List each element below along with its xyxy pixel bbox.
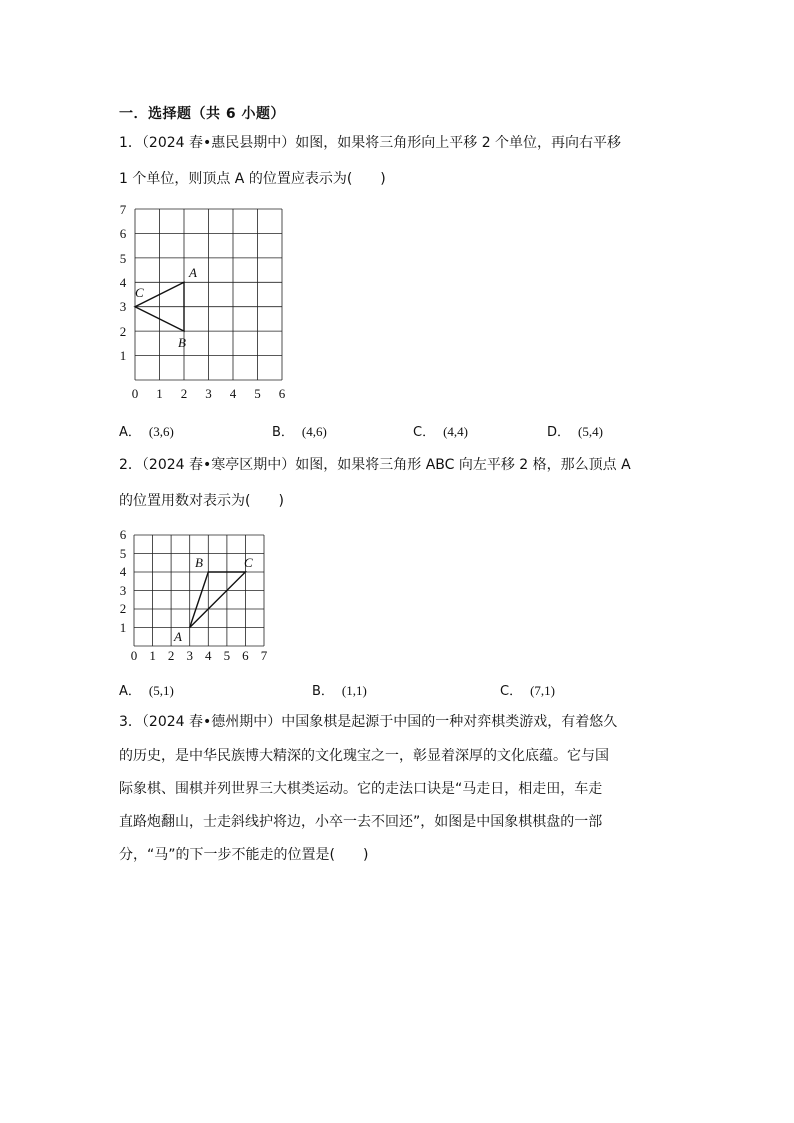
option-b[interactable] (312, 680, 367, 699)
x-tick-label: 3 (205, 386, 212, 400)
option-letter: C． (413, 425, 436, 440)
x-tick-label: 1 (149, 648, 156, 663)
question-3-line-4: 直路炮翻山，士走斜线护将边，小卒一去不回还”，如图是中国象棋棋盘的一部 (119, 814, 603, 830)
vertex-label-a: A (189, 265, 197, 280)
question-1-line-1: 1．（2024 春•惠民县期中）如图，如果将三角形向上平移 2 个单位，再向右平移 (119, 135, 622, 151)
y-tick-label: 1 (119, 348, 127, 363)
question-3-line-1: 3．（2024 春•德州期中）中国象棋是起源于中国的一种对弈棋类游戏，有着悠久 (119, 714, 618, 730)
option-letter: C． (500, 684, 523, 699)
y-tick-label: 2 (119, 324, 127, 339)
vertex-label-b: B (195, 555, 203, 570)
x-tick-label: 4 (205, 648, 212, 663)
x-tick-label: 6 (278, 386, 286, 400)
y-tick-label: 3 (119, 299, 127, 314)
y-tick-label: 4 (119, 564, 127, 579)
x-tick-label: 3 (186, 648, 193, 663)
grid-lines (135, 209, 282, 380)
grid-lines (134, 535, 264, 646)
question-2-line-1: 2．（2024 春•寒亭区期中）如图，如果将三角形 ABC 向左平移 2 格，那么顶点 A (119, 457, 631, 473)
option-value: (1,1) (341, 683, 367, 698)
option-letter: D． (547, 425, 571, 440)
option-value: (3,6) (148, 424, 174, 439)
y-tick-label: 1 (119, 620, 127, 635)
option-a[interactable] (119, 680, 174, 699)
y-tick-label: 4 (119, 275, 127, 290)
section-title: 一．选择题（共 6 小题） (119, 106, 285, 122)
triangle-abc (190, 572, 246, 628)
x-tick-label: 2 (180, 386, 188, 400)
option-value: (4,4) (443, 424, 468, 439)
y-tick-label: 5 (119, 546, 127, 561)
question-2-line-2: 的位置用数对表示为( ) (119, 493, 284, 509)
option-a[interactable] (119, 421, 174, 440)
option-c[interactable] (413, 421, 468, 440)
x-tick-label: 5 (223, 648, 231, 663)
y-tick-label: 6 (119, 527, 127, 542)
option-value: (4,6) (301, 424, 327, 439)
y-tick-label: 3 (119, 583, 127, 598)
option-letter: B． (312, 684, 334, 699)
vertex-label-a: A (174, 629, 182, 644)
y-tick-label: 7 (119, 202, 127, 217)
option-c[interactable] (500, 680, 555, 699)
option-value: (7,1) (530, 683, 555, 698)
option-value: (5,4) (578, 424, 603, 439)
x-tick-label: 0 (131, 386, 139, 400)
x-tick-label: 4 (229, 386, 237, 400)
question-2-grid-figure (112, 526, 272, 666)
question-3-line-2: 的历史，是中华民族博大精深的文化瑰宝之一，彰显着深厚的文化底蕴。它与国 (119, 748, 609, 764)
x-tick-label: 5 (254, 386, 261, 400)
y-tick-label: 6 (119, 226, 127, 241)
x-tick-label: 7 (260, 648, 268, 663)
option-b[interactable] (272, 421, 327, 440)
x-tick-label: 2 (167, 648, 175, 663)
question-1-grid-figure (112, 200, 292, 400)
question-1-line-2: 1 个单位，则顶点 A 的位置应表示为( ) (119, 171, 386, 187)
x-tick-label: 6 (242, 648, 249, 663)
x-tick-label: 0 (130, 648, 138, 663)
vertex-label-b: B (178, 335, 186, 350)
option-d[interactable] (547, 421, 603, 440)
y-tick-label: 2 (119, 601, 127, 616)
option-letter: A． (119, 425, 141, 440)
question-3-line-5: 分，“马”的下一步不能走的位置是( ) (119, 847, 369, 863)
option-value: (5,1) (148, 683, 174, 698)
vertex-label-c: C (244, 555, 253, 570)
vertex-label-c: C (135, 285, 144, 300)
question-3-line-3: 际象棋、围棋并列世界三大棋类运动。它的走法口诀是“马走日，相走田，车走 (119, 781, 603, 797)
option-letter: A． (119, 684, 141, 699)
option-letter: B． (272, 425, 294, 440)
y-tick-label: 5 (119, 251, 127, 266)
x-tick-label: 1 (156, 386, 163, 400)
